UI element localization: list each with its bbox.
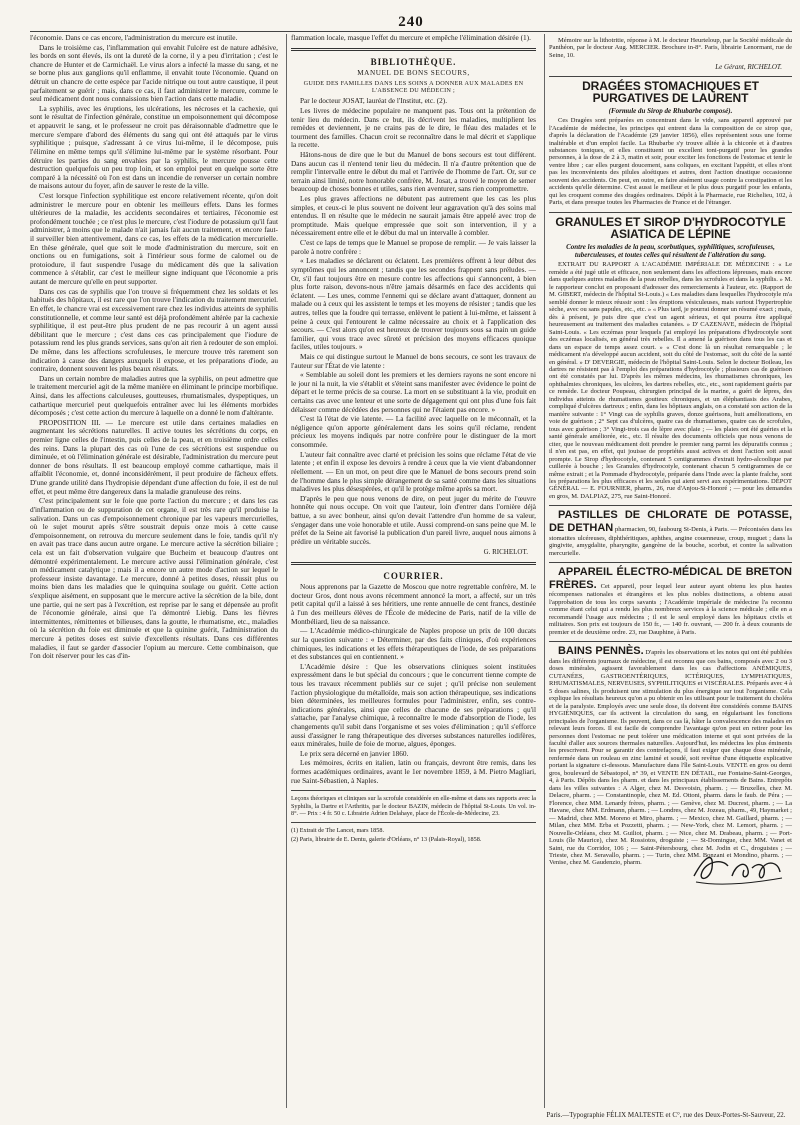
ad-electro-medical <box>549 563 792 642</box>
paragraph: C'est là l'état de vie latente. — La facilité avec laquelle on le méconnaît, et la négligence qu'on apporte généralement dans les soins qu'il réclame, rendent précieux les moyens indiqués par notre confrère pour le distinguer de la mort consommée. <box>290 414 536 450</box>
article-title: MANUEL DE BONS SECOURS, <box>357 69 470 78</box>
ad-title: DRAGÉES STOMACHIQUES ET PURGATIVES DE LAURENT <box>582 78 759 106</box>
ad-body-text: pharmacien, 90, faubourg St-Denis, à Paris. — Préconisées dans les stomatites ulcéreuses, diphthéritiques, aphthes, angine couenneuse, croup, muguet ; dans la gingivite, amygdalite, pharyngite, gangrène de la bouche, scorbut, et contre la salivation mercurielle. <box>548 526 792 557</box>
paragraph: l'économie. Dans ce cas encore, l'administration du mercure est inutile. <box>30 34 238 42</box>
paragraph: — L'Académie médico-chirurgicale de Naples propose un prix de 100 ducats sur la question suivante : « Déterminer, par des faits cliniques, d'où expériences chimiques, les indications et les effets thérapeutiques de l'iode, de ses préparations et des substances qui en contiennent. » <box>290 626 536 662</box>
ad-lithotritie <box>549 34 792 77</box>
ad-dragees <box>549 77 792 213</box>
signature: G. RICHELOT. <box>483 548 528 557</box>
signature-block <box>549 868 792 890</box>
page-number: 240 <box>398 14 424 30</box>
divider <box>291 822 536 823</box>
footnote: (2) Paris, librairie de E. Dentu, galerie d'Orléans, n° 13 (Palais-Royal), 1858. <box>290 835 482 843</box>
paragraph: Dans ces cas de syphilis que l'on trouve si fréquemment chez les soldats et les habitués des hôpitaux, il est rare que l'on trouve l'indication du traitement mercuriel. En effet, le chancre vrai est excessivement rare chez les individus atteints de syphilis constitutionnelle, et comme leur santé est déjà profondément altérée par la cachexie syphilitique, il est peut-être plus prudent de ne pas recourir à un agent aussi débilitant que le mercure ; c'est dans ces cas principalement que l'iodure de potassium rend les plus grands services, sans qu'on ait rien à redouter de son emploi. De même, dans les affections scrofuleuses, le mercure trouve très rarement son indication à cause des dangers auxquels il expose, et les préparations d'iode, au contraire, donnent souvent les plus beaux résultats. <box>30 286 278 374</box>
paragraph: flammation locale, masque l'effet du mercure et empêche l'élimination désirée (1). <box>290 34 531 42</box>
ad-pastilles <box>549 506 792 563</box>
ad-hydrocotyle <box>549 213 792 507</box>
paragraph: Dans un certain nombre de maladies autres que la syphilis, on peut admettre que le traitement mercuriel agit de la même manière en éliminant le principe morbifique. Ainsi, dans les affections calculeuses, goutteuses, rhumatismales, dyspeptiques, un cathartique mercuriel peut quelquefois entraîner avec lui les éléments morbides décomposés ; c'est cette action du mercure à laquelle on a donné le nom d'altérante. <box>30 373 278 418</box>
paragraph: C'est principalement sur le foie que porte l'action du mercure ; et dans les cas d'inflammation ou de suppuration de cet organe, il est très rare qu'il produise la salivation. Dans un cas d'empoisonnement chronique par les vapeurs mercurielles, où le sujet mourut après s'être soustrait depuis onze mois à cette cause d'empoisonnement, on retrouva du mercure seulement dans le foie, tandis qu'il n'y en avait pas trace dans aucun autre organe. Le mercure active la sécrétion biliaire ; cela est un fait d'observation vulgaire que Bucheim et beaucoup d'autres ont démontré expérimentalement. Le mercure active aussi l'élimination générale, c'est un médicament catalytique ; mais il a encore un autre mode d'action sur lequel le professeur insiste davantage. Le mercure, donné à petites doses, réussit plus ou moins bien dans les maladies que le quinquina soulage ou guérit. Cette action s'explique aisément, en supposant que le mercure active la sécrétion de la bile, dont une partie, qui ne sert pas à l'excrétion, est reprise par le sang et dépensée au profit de l'économie générale, ainsi que l'a démontré Liebig. Dans les fièvres intermittentes, rémittentes et bilieuses, dans la goutte, le rhumatisme, etc., maladies où la sécrétion du foie est diminuée et que la quinine guérit, l'administration du mercure à petites doses est suivie d'excellents résultats. Dans ces différentes maladies, il faut se garder d'associer l'opium au mercure. Cette combinaison, que l'on doit réserver pour les cas d'in- <box>30 496 278 661</box>
paragraph: Les mémoires, écrits en italien, latin ou français, devront être remis, dans les formes académiques ordinaires, avant le 1er novembre 1859, à M. Pietro Magliari, rue Saint-Sébastien, à Naples. <box>290 758 536 785</box>
paragraph: D'après le peu que nous venons de dire, on peut juger du mérite de l'œuvre honnête qui nous occupe. On voit que l'auteur, loin d'entrer dans l'ornière déjà battue, a su avec bonheur, ainsi qu'on devait l'attendre d'un homme de sa valeur, s'engager dans une voie honorable et utile. Aussi comprend-on sans peine que M. le préfet de la Seine ait favorisé la publication d'un pareil livre, auquel nous aimons à prédire un véritable succès. <box>290 493 536 546</box>
paragraph: L'Académie désire : Que les observations cliniques soient instituées expressément dans le but spécial du concours ; que le concurrent tienne compte de tous les travaux récemment publiés sur ce sujet ; qu'il précise non seulement l'action physiologique du métalloïde, mais son action thérapeutique, ses indications bien déterminées, les meilleures formules pour l'administrer, enfin, ses contre-indications générales, ainsi que celles de chacune de ses préparations ; qu'il s'attache, par l'analyse chimique, à reconnaître le mode d'absorption de l'iode, les changements qu'il subit dans l'organisme et ses voies d'élimination ; qu'il s'efforce aussi d'assigner le rang thérapeutique des diverses substances naturelles iodifères, eaux minérales, huile de foie de morue, algues, éponges. <box>290 661 536 749</box>
paragraph: C'est lorsque l'infection syphilitique est encore relativement récente, qu'on doit administrer le mercure pour en obtenir les meilleurs effets. Dans les formes ultérieures de la maladie, les accidents secondaires et tertiaires, l'économie est profondément touchée ; ce n'est plus le mercure, c'est l'iodure de potassium qu'il faut administrer, à moins que le malade n'ait jamais fait aucun traitement, et encore faut-il surveiller bien attentivement, dans ce cas, les effets de la médication mercurielle. En thèse générale, quel que soit le mode d'administration du mercure, soit en onctions ou en fumigations, soit à l'intérieur sous forme de calomel ou de protoiodure, il faut suspendre l'usage du médicament dès que la salivation commence à s'établir, car c'est le meilleur signe indiquant que l'économie a pris autant de mercure qu'elle en peut supporter. <box>30 190 278 287</box>
paragraph: « Les maladies se déclarent ou éclatent. Les premières offrent à leur début des symptômes qui les annoncent ; tandis que les secondes frappent sans préludes. — Or, s'il faut toujours être en mesure contre les affections qui s'annoncent, à bien plus forte raison, devons-nous n'être jamais désarmés en face des accidents qui éclatent. — Les unes, comme l'ennemi qui se déclare avant d'attaquer, donnent au malade ou à ceux qui les assistent le temps et les moyens de résister ; tandis que les autres, telles que la foudre qui terrasse, enlèvent le patient à lui-même, et laissent à peine à ceux qui l'entourent le calme nécessaire au choix et à l'application des secours. — C'est alors qu'on est heureux de trouver toujours sous sa main un guide familier, qui vous trace avec sûreté et précision des moyens efficaces quoique faciles, utiles toujours. » <box>290 256 536 352</box>
ad-bains-pennes <box>549 642 792 894</box>
byline: Par le docteur JOSAT, lauréat de l'Institut, etc. (2). <box>299 96 448 106</box>
paragraph: « Semblable au soleil dont les premiers et les derniers rayons ne sont encore ni le jour ni la nuit, la vie s'établit et s'éteint sans manifester avec évidence le point de départ et le terme précis de sa course. La mort en se substituant à la vie, produit en certains cas avec une lenteur et une sorte de dégagement qui ont plus d'une fois fait délaisser comme décédées des personnes qui ne l'étaient pas encore. » <box>290 370 536 414</box>
column-1 <box>30 34 278 1108</box>
column-2 <box>286 34 536 1108</box>
divider <box>291 48 536 51</box>
section-title-bibliotheque: BIBLIOTHÈQUE. <box>370 56 457 67</box>
ad-body <box>549 566 792 636</box>
paragraph: Hâtons-nous de dire que le but du Manuel de bons secours est tout différent. Dans aucun cas il n'entend tenir lieu du médecin. Il n'a d'autre prétention que de remplir l'intervalle entre le début du mal et l'arrivée de l'homme de l'art. Or, sur ce terrain ainsi limité, notre honorable confrère, M. Josat, a trouvé le moyen de semer beaucoup de choses bonnes et utiles, sans rien aventurer, sans rien compromettre. <box>290 149 536 194</box>
paragraph: Mais ce qui distingue surtout le Manuel de bons secours, ce sont les travaux de l'auteur sur l'État de vie latente : <box>290 352 536 370</box>
paragraph: Le prix sera décerné en janvier 1860. <box>299 748 409 758</box>
ad-body: Ces Dragées sont préparées en concentrant dans le vide, sans appareil approuvé par l'Académie de médecine, les principes qui entrent dans la composition de ce sirop que, d'après la déclaration de l'Académie (29 janvier 1856), elles représentent sous une forme inaltérable et d'un emploi facile. La Rhubarbe s'y trouve alliée à la chicorée et à d'autres substances toniques, et elles constituent un excellent toni-purgatif pour les grandes personnes, à la dose de 2 à 3, matin et soir, pour exciter les fonctions de l'estomac et tenir le ventre libre ; car elles purgent doucement, sans coliques, en excitant l'appétit, et elles n'ont pas les inconvénients des pilules aloétiques et autres, dont l'action drastique occasionne souvent des accidents. On peut, en outre, en faire aisément usage contre la constipation et les accidents qu'elle détermine. C'est aussi le meilleur et le plus doux purgatif pour les enfants, qui les croquent comme des dragées ordinaires. Dépôt à la Pharmacie, rue Richelieu, 102, à Paris, et dans presque toutes les Pharmacies de France et de l'étranger. <box>548 117 792 207</box>
ad-title: APPAREIL ÉLECTRO-MÉDICAL DE BRETON FRÈRES. <box>548 566 792 591</box>
article-subtitle: GUIDE DES FAMILLES DANS LES SOINS A DONNER AUX MALADES EN L'ABSENCE DU MÉDECIN ; <box>303 79 524 95</box>
paragraph: Les plus graves affections ne débutent pas autrement que les cas les plus simples, et ceux-ci le plus souvent ne doivent leur aggravation qu'à des soins mal entendus. Il en résulte que le médecin ne saurait jamais être appelé avec trop de promptitude. Mais quelque empressée que soit son intervention, il y a nécessairement entre elle et le début du mal un intervalle à combler. <box>290 194 536 238</box>
ad-title: BAINS PENNÈS. <box>557 645 644 658</box>
section-title-courrier: COURRIER. <box>383 570 444 581</box>
gerant-signature: Le Gérant, RICHELOT. <box>715 63 782 72</box>
paragraph: L'auteur fait connaître avec clarté et précision les soins que réclame l'état de vie latente ; et enfin il expose les devoirs à rendre à ceux que la vie vient d'abandonner réellement. — En un mot, on peut dire que le Manuel de bons secours prend soin de l'homme dans le plus simple dérangement de sa santé comme dans les situations maladives les plus désespérées, et qu'il le protège même après sa mort. <box>290 449 536 494</box>
ad-body <box>549 645 792 867</box>
paragraph: La syphilis, avec les éruptions, les ulcérations, les nécroses et la cachexie, qui sont le résultat de l'infection générale, constitue un empoisonnement qui décompose et appauvrit le sang, et le professeur ne croit pas déraisonnable d'admettre que le mercure s'empare d'abord des éléments du sang qui ont été attaqués par le virus syphilitique ; puisque, s'adressant à ce virus lui-même, il le décompose, puis l'élimine en même temps qu'il s'élimine lui-même par le système résorbant. Pour détruire les parties du sang envahies par la syphilis, le mercure pousse cette destruction quelquefois un peu trop loin, et son emploi peut en quelque sorte être comparé à la nécessité où l'on est dans un incendie de renverser un certain nombre de maisons autour du foyer, afin de sauver le reste de la ville. <box>30 103 278 191</box>
footnote: (1) Extrait de The Lancet, mars 1858. <box>290 827 384 835</box>
page-header <box>30 14 792 34</box>
ad-body <box>549 509 792 557</box>
notice-text: Mémoire sur la lithotritie, réponse à M. le docteur Heurteloup, par la Société médicale du Panthéon, par le docteur Aug. MERCIER. Brochure in-8°. Paris, librairie Lenormant, rue de Seine, 10. <box>548 37 792 59</box>
printer-imprint: Paris.—Typographie FÉLIX MALTESTE et C°, rue des Deux-Portes-St-Sauveur, 22. <box>546 1110 786 1119</box>
ad-title: PASTILLES DE CHLORATE DE POTASSE, DE DETHAN <box>548 509 792 535</box>
ad-subtitle: Contre les maladies de la peau, scorbutiques, syphilitiques, scrofuleuses, tuberculeuses, et toutes celles qui résultent de l'altération du sang. <box>566 242 775 260</box>
column-3-advertisements <box>544 34 792 1108</box>
paragraph: Les livres de médecine populaire ne manquent pas. Tous ont la prétention de tenir lieu du médecin. Dans ce but, ils décrivent les maladies, multiplient les remèdes et deviennent, je ne crains pas de le dire, le fléau des malades et le tourment des familles. Chacun croit se reconnaître dans le mal décrit et s'applique la recette. <box>290 105 536 150</box>
book-notice: Leçons théoriques et cliniques sur la scrofule considérée en elle-même et dans ses rapports avec la Syphilis, la Dartre et l'Arthritis, par le docteur BAZIN, médecin de l'hôpital St-Louis. Un vol. in-8°. — Prix : 4 fr. 50 c. Librairie Adrien Delahaye, place de l'École-de-Médecine, 23. <box>290 795 536 817</box>
paragraph: C'est ce laps de temps que le Manuel se propose de remplir. — Je vais laisser la parole à notre confrère : <box>290 238 536 256</box>
paragraph: Dans le troisième cas, l'inflammation qui envahit l'ulcère est de nature adhésive, les bords en sont élevés, ils ont la dureté de la corne, il y a peu d'irritation ; c'est le chancre de Hunter et de Carmichaël. Le virus alors a infecté la masse du sang, et ne se borne plus aux ganglions qu'il enflamme, il envahit toute l'économie. Quand on détruit un chancre de cette espèce par l'acide nitrique ou tout autre caustique, il peut parfaitement se guérir ; mais, dans ce cas, il faut administrer le mercure, comme le seul médicament dont nous connaissions bien l'action dans cette maladie. <box>30 42 278 104</box>
ad-body: EXTRAIT DU RAPPORT A L'ACADÉMIE IMPÉRIALE DE MÉDECINE : « Le remède a été jugé utile et efficace, non seulement dans les affections lépreuses, mais encore dans quelques autres maladies de la peau rebelles, dans les scrofules et dans la syphilis. » M. le rapporteur conclut en proposant d'adresser des remerciements à l'auteur, etc. (Rapport de M. GIBERT, médecin de l'hôpital St-Louis.) « Les maladies dans lesquelles l'hydrocotyle m'a semblé donner le mieux réussir sont : les éruptions vésiculeuses, mais surtout l'hypertrophie sèche, avec ou sans papules, etc., etc. » « Plus tard, je pourrai donner un résumé exact ; mais, dès à présent, je puis dire que c'est un agent sérieux, et qui pourra être appliqué heureusement au traitement des maladies cutanées. » D' CAZENAVE, médecin de l'hôpital Saint-Louis. « Les eczémas pour lesquels j'ai employé les préparations d'hydrocotyle sont des eczémas localisés, en général très rebelles. Il a amené la guérison dans tous les cas et dans un espace de temps assez court. » « C'est donc là un résultat remarquable ; le médicament n'a développé aucun accident, soit du côté de l'estomac, soit du côté de la santé en général. » D' DEVERGIE, médecin de l'hôpital Saint-Louis. Selon le docteur Boileau, les dartres ne résistent pas à l'emploi des préparations d'hydrocotyle ; plusieurs cas de guérison ont été constatés par lui. D'après les mêmes médecins, les rhumatismes chroniques, les ophthalmies chroniques, les ulcères, les dartres rebelles, etc., etc., sont rapidement guéris par ce remède. Le docteur Poupeau, chirurgien principal de la marine, a guéri de lèpres, des individus atteints de rhumatismes goutteux chroniques, et un éléphantiasis des Arabes, compliqué d'ulcères dartreux ; enfin, dans les hôpitaux anglais, on a constaté son action de la manière suivante : 1° Vingt cas de syphilis graves, donze guérisons, huit améliorations, en voie de guérison ; 2° Sept cas d'ulcères, quatre cas de rhumatismes, quatre cas de scrofules, tous avec guérison ; 3° Vingt-trois cas de lèpre avec plaie ; — les plaies ont été guéries et la santé générale améliorée, etc., etc. Il résulte des documents officiels que nous venons de citer, que le nouveau médicament doit prendre le premier rang parmi les dépuratifs connus ; il n'en est pas, en effet, qui jouisse de propriétés aussi actives et dont l'action soit aussi prompte. Le Sirop d'hydrocotyle, contenant 5 centigrammes d'extrait hydro-alcoolique par cuillerée à bouche ; les Granules d'hydrocotyle, contenant chacun 5 centigrammes de ce même extrait ; et la Pommade d'hydrocotyle, préparée dans l'Inde avec la plante fraîche, sont les préparations les plus efficaces et les seules qui aient servi aux expérimentations. DÉPOT GÉNÉRAL — E. FOURNIER, pharm., 26, rue d'Anjou-St-Honoré ; — pour les demandes en gros, M. DALPIAZ, 275, rue Saint-Honoré. <box>548 261 792 500</box>
paragraph: Nous apprenons par la Gazette de Moscou que notre regrettable confrère, M. le docteur Gros, dont nous avons récemment annoncé la mort, a affecté, sur un très petit capital qu'il a laissé à ses héritiers, une rente annuelle de cent francs, destinée à l'un des meilleurs élèves de l'École de médecine de Paris, natif de la ville de Montbéliard, lieu de sa naissance. <box>290 582 536 626</box>
divider <box>291 790 536 791</box>
handwritten-signature <box>688 846 786 890</box>
paragraph: PROPOSITION III. — Le mercure est utile dans certaines maladies en augmentant les sécrétions naturelles. Il active toutes les sécrétions du corps, en premier ligne celles de l'intestin, puis celles de la peau, et en troisième ordre celles des reins. Dans la plupart des cas où l'une de ces sécrétions est suspendue ou diminuée, et où l'élimination générale est désirable, l'administration du mercure peut donner de bons résultats. Il est beaucoup employé comme cathartique, mais il affaiblit l'économie, et, donné inconsidérément, il peut produire de fâcheux effets. D'une grande utilité dans l'hydropisie dépendant d'une affection du foie, il est de nul effet, et peut même être dangereux dans la maladie granuleuse des reins. <box>30 417 278 496</box>
ad-body-text: D'après les observations et les notes qui ont été publiées dans les différents journaux de médecine, il est reconnu que ces bains, composés avec 2 ou 3 doses minérales, agissent favorablement dans les cas d'affections ANÉMIQUES, CUTANÉES, GASTROENTÉRIQUES, ICTÉRIQUES, LYMPHATIQUES, RHUMATISMALES, NERVEUSES, SYPHILITIQUES et VISCÉRALES. Préparés avec 4 à 5 doses salines, ils produisent une stimulation du plus énergique sur tout l'organisme. Cela explique les résultats heureux qu'on a pu obtenir en les utilisant pour le traitement du choléra et de la paralysie. Employés avec une seule dose, ils doivent être considérés comme BAINS HYGIÉNIQUES, car ils activent la circulation du sang, en régularisant les fonctions principales de l'organisme. Ils peuvent, dans ce cas là, hâter la convalescence des malades en relevant leurs forces. Il est facile de comprendre l'avantage qu'on peut en retirer pour les personnes dont l'estomac ne peut tolérer une médication interne et qui sont privées de la faculté d'aller aux sources thermales naturelles. Aujourd'hui, les médecins les plus éminents les prescrivent. Pour se garantir des contrefaçons, il faut exiger que chaque dose minérale, renfermée dans un rouleau en zinc laminé et soudé, soit revêtue d'une étiquette explicative portant la signature ci-dessous. Manufacture dans l'île Saint-Louis. VENTE en gros ou demi gros, boulevard de Sébastopol, n° 39, et VENTE EN DÉTAIL, rue Fontaine-Saint-Georges, 4, à Paris. Dépôts dans les pharm. et dans les principaux établissements de Bains. Entrepôts dans les villes suivantes : A Alger, chez M. Desvoisin, pharm. ; — Bruxelles, chez M. Delacre, pharm. ; — Constantinople, chez M. Ed. Ottoni, pharm. dans le faub. de Péra ; — Florence, chez MM. Lenardy frères, pharm. ; — Genève, chez M. Ducrest, pharm. ; — La Havane, chez MM. Erdmann, pharm. ; — Londres, chez M. Jozeau, pharm., 49, Haymarket ; — Madrid, chez MM. Moreno et Miro, pharm. ; — Mexico, chez M. Gaillard, pharm. ; — Milan, chez MM. Erba et Pozzetti, pharm. ; — New-York, chez M. Lemort, pharm. ; — Nouvelle-Orléans, chez M. Guiliot, pharm. ; — Nice, chez M. Drabeau, pharm. ; — Port-Louis (île Maurice), chez M. Rossiotos, droguiste ; — St-Domingue, chez MM. Vanet et Saint, rue du Corridor, 106 ; — Saint-Pétersbourg, chez M. Jodin et C., droguistes ; — Trieste, chez M. Seravallo, pharm. ; — Turin, chez MM. Bonzani et Mondino, pharm. ; — Venise, chez M. Gaudenzio, pharm. <box>548 649 792 867</box>
header-rule <box>30 31 792 32</box>
divider <box>291 562 536 565</box>
ad-subtitle: (Formule du Sirop de Rhubarbe composé). <box>608 106 733 115</box>
ad-title: GRANULES ET SIROP D'HYDROCOTYLE ASIATICA DE LÉPINE <box>555 214 786 242</box>
ad-body-text: Cet appareil, pour lequel leur auteur ayant obtenu les plus hautes récompenses nationales et étrangères et les plus nobles distinctions, a obtenu aussi l'approbation de tous les corps savants ; l'Académie impériale de médecine l'a reconnu comme étant celui qui a rendu les plus nombreux services à la science médicale ; elle en a recommandé l'usage aux médecins ; il est le seul employé dans les hôpitaux civils et militaires. Son prix est toujours de 150 fr., — 140 fr. ouvrant, — 200 fr. à deux courants de premier et de deuxième ordre. 23, rue Dauphine, à Paris. <box>548 582 792 636</box>
columns <box>30 34 792 1108</box>
